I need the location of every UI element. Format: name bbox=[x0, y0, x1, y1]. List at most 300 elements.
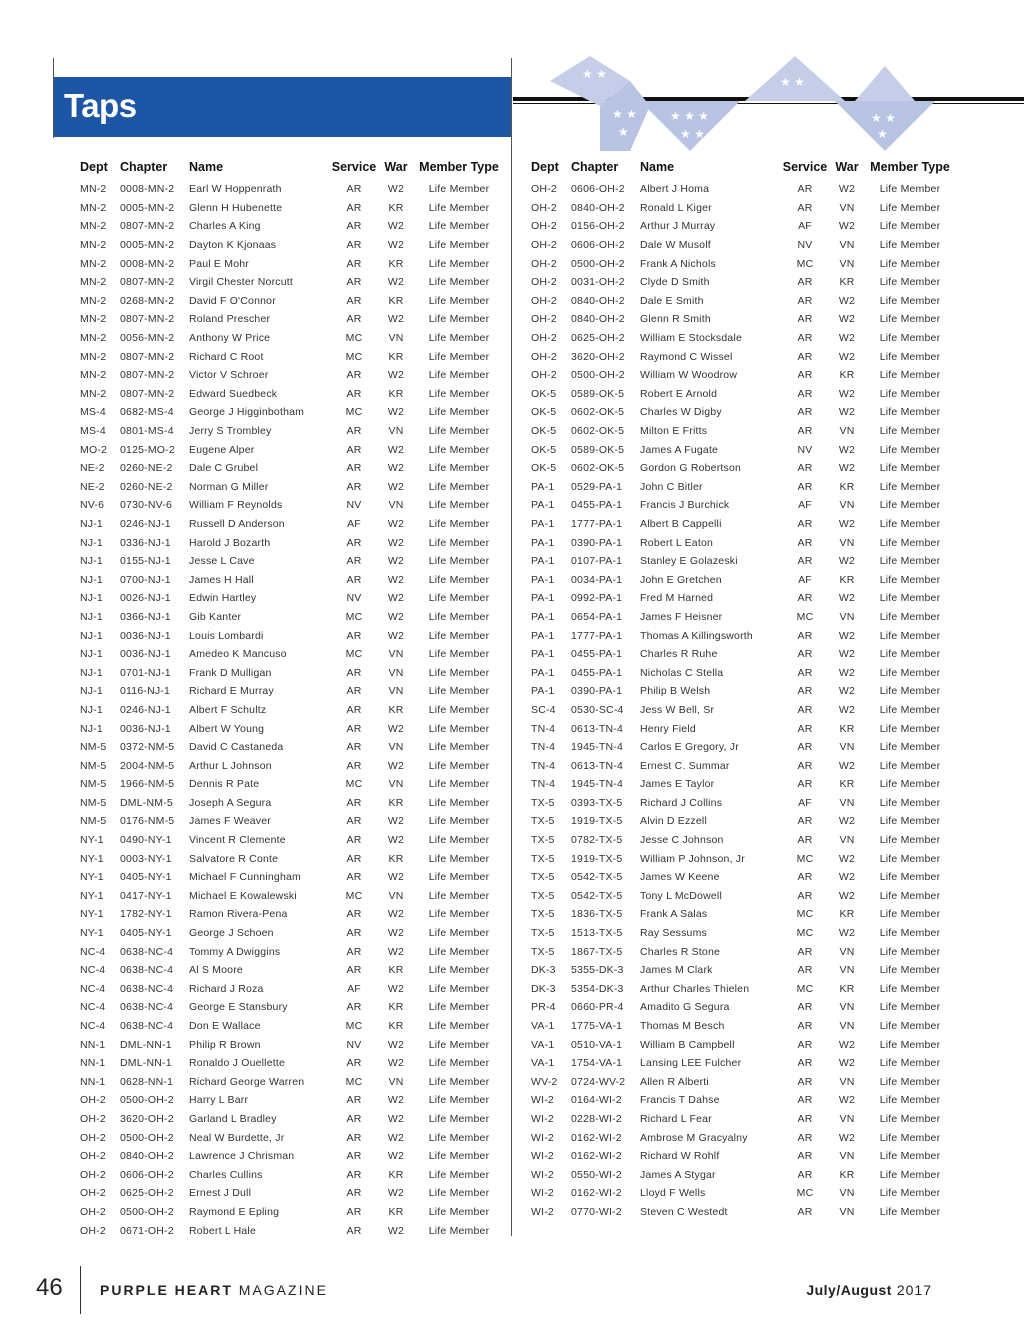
name-cell: James E Taylor bbox=[640, 778, 715, 791]
dept-cell: OH-2 bbox=[531, 183, 557, 196]
war-cell: VN bbox=[388, 648, 404, 661]
dept-cell: NM-5 bbox=[80, 759, 107, 772]
war-cell: W2 bbox=[838, 629, 856, 642]
dept-cell: OH-2 bbox=[531, 313, 557, 326]
chapter-cell: 0500-OH-2 bbox=[120, 1131, 174, 1144]
dept-cell: OH-2 bbox=[80, 1224, 106, 1237]
dept-cell: WI-2 bbox=[531, 1168, 554, 1181]
chapter-cell: 0730-NV-6 bbox=[120, 499, 172, 512]
war-cell: KR bbox=[839, 982, 855, 995]
table-row bbox=[531, 924, 956, 943]
member-type-cell: Life Member bbox=[428, 610, 490, 623]
name-cell: Ronaldo J Ouellette bbox=[189, 1057, 286, 1070]
chapter-cell: 0807-MN-2 bbox=[120, 387, 175, 400]
chapter-cell: 0008-MN-2 bbox=[120, 183, 175, 196]
table-row bbox=[80, 905, 505, 924]
name-cell: David C Castaneda bbox=[189, 741, 284, 754]
service-cell: MC bbox=[796, 982, 814, 995]
member-type-cell: Life Member bbox=[879, 499, 941, 512]
chapter-cell: 0807-MN-2 bbox=[120, 369, 175, 382]
table-row bbox=[80, 217, 505, 236]
war-cell: W2 bbox=[387, 239, 405, 252]
table-row bbox=[80, 329, 505, 348]
member-type-cell: Life Member bbox=[879, 685, 941, 698]
service-cell: AR bbox=[346, 722, 362, 735]
name-cell: William E Stocksdale bbox=[640, 332, 743, 345]
chapter-cell: 2004-NM-5 bbox=[120, 759, 175, 772]
war-cell: VN bbox=[839, 201, 855, 214]
member-type-cell: Life Member bbox=[428, 1187, 490, 1200]
service-cell: AR bbox=[797, 629, 813, 642]
service-cell: AR bbox=[346, 852, 362, 865]
service-cell: AF bbox=[347, 982, 361, 995]
war-cell: W2 bbox=[387, 517, 405, 530]
war-cell: W2 bbox=[387, 1094, 405, 1107]
name-cell: Richard E Murray bbox=[189, 685, 274, 698]
col-header-member-type: Member Type bbox=[419, 160, 499, 174]
war-cell: KR bbox=[839, 276, 855, 289]
dept-cell: OH-2 bbox=[531, 201, 557, 214]
member-type-cell: Life Member bbox=[428, 1001, 490, 1014]
name-cell: Salvatore R Conte bbox=[189, 852, 279, 865]
table-row bbox=[531, 478, 956, 497]
table-row bbox=[531, 682, 956, 701]
war-cell: VN bbox=[839, 425, 855, 438]
service-cell: AR bbox=[346, 1205, 362, 1218]
member-type-cell: Life Member bbox=[879, 852, 941, 865]
dept-cell: OH-2 bbox=[531, 294, 557, 307]
name-cell: George E Stansbury bbox=[189, 1001, 288, 1014]
member-type-cell: Life Member bbox=[879, 778, 941, 791]
chapter-cell: DML-NM-5 bbox=[120, 796, 173, 809]
name-cell: John E Gretchen bbox=[640, 573, 722, 586]
name-cell: Jesse C Johnson bbox=[640, 834, 724, 847]
member-type-cell: Life Member bbox=[428, 350, 490, 363]
chapter-cell: 0654-PA-1 bbox=[571, 610, 623, 623]
name-cell: James M Clark bbox=[640, 964, 713, 977]
service-cell: MC bbox=[345, 350, 363, 363]
chapter-cell: 0701-NJ-1 bbox=[120, 666, 171, 679]
name-cell: Carlos E Gregory, Jr bbox=[640, 741, 739, 754]
name-cell: Amedeo K Mancuso bbox=[189, 648, 287, 661]
name-cell: Philip B Welsh bbox=[640, 685, 711, 698]
table-row bbox=[80, 1221, 505, 1240]
table-row bbox=[531, 905, 956, 924]
dept-cell: NN-1 bbox=[80, 1057, 106, 1070]
member-type-cell: Life Member bbox=[879, 369, 941, 382]
name-cell: Ray Sessums bbox=[640, 927, 707, 940]
chapter-cell: 1867-TX-5 bbox=[571, 945, 623, 958]
name-cell: Dale E Smith bbox=[640, 294, 704, 307]
dept-cell: MN-2 bbox=[80, 276, 107, 289]
chapter-cell: 0840-OH-2 bbox=[120, 1150, 174, 1163]
table-row bbox=[80, 831, 505, 850]
service-cell: AR bbox=[797, 313, 813, 326]
service-cell: NV bbox=[797, 239, 813, 252]
dept-cell: OH-2 bbox=[80, 1187, 106, 1200]
service-cell: AR bbox=[797, 1020, 813, 1033]
table-row bbox=[80, 422, 505, 441]
table-row bbox=[80, 719, 505, 738]
member-type-cell: Life Member bbox=[879, 313, 941, 326]
table-row bbox=[80, 756, 505, 775]
service-cell: AR bbox=[346, 1168, 362, 1181]
member-type-cell: Life Member bbox=[879, 889, 941, 902]
table-row bbox=[531, 701, 956, 720]
dept-cell: VA-1 bbox=[531, 1038, 555, 1051]
chapter-cell: 1945-TN-4 bbox=[571, 741, 623, 754]
service-cell: AF bbox=[798, 573, 812, 586]
taps-table-right bbox=[531, 154, 956, 1221]
member-type-cell: Life Member bbox=[879, 592, 941, 605]
member-type-cell: Life Member bbox=[879, 1038, 941, 1051]
war-cell: W2 bbox=[387, 183, 405, 196]
member-type-cell: Life Member bbox=[428, 183, 490, 196]
war-cell: KR bbox=[388, 1020, 404, 1033]
war-cell: KR bbox=[388, 294, 404, 307]
chapter-cell: 0455-PA-1 bbox=[571, 648, 623, 661]
chapter-cell: 0026-NJ-1 bbox=[120, 592, 171, 605]
dept-cell: NM-5 bbox=[80, 741, 107, 754]
dept-cell: NY-1 bbox=[80, 927, 104, 940]
chapter-cell: 0005-MN-2 bbox=[120, 201, 175, 214]
member-type-cell: Life Member bbox=[879, 834, 941, 847]
member-type-cell: Life Member bbox=[428, 1150, 490, 1163]
war-cell: W2 bbox=[838, 1038, 856, 1051]
dept-cell: WI-2 bbox=[531, 1205, 554, 1218]
table-row bbox=[80, 738, 505, 757]
dept-cell: WI-2 bbox=[531, 1187, 554, 1200]
service-cell: AR bbox=[797, 1131, 813, 1144]
name-cell: Charles R Ruhe bbox=[640, 648, 718, 661]
chapter-cell: 0589-OK-5 bbox=[571, 443, 625, 456]
table-row bbox=[80, 1091, 505, 1110]
name-cell: Louis Lombardi bbox=[189, 629, 264, 642]
service-cell: AR bbox=[797, 685, 813, 698]
table-row bbox=[80, 478, 505, 497]
table-row bbox=[531, 533, 956, 552]
chapter-cell: 0589-OK-5 bbox=[571, 387, 625, 400]
table-row bbox=[531, 217, 956, 236]
table-row bbox=[531, 366, 956, 385]
service-cell: AR bbox=[797, 369, 813, 382]
name-cell: Amadito G Segura bbox=[640, 1001, 730, 1014]
name-cell: Edward Suedbeck bbox=[189, 387, 278, 400]
war-cell: W2 bbox=[387, 871, 405, 884]
dept-cell: NM-5 bbox=[80, 815, 107, 828]
member-type-cell: Life Member bbox=[879, 759, 941, 772]
dept-cell: PA-1 bbox=[531, 685, 555, 698]
member-type-cell: Life Member bbox=[879, 1020, 941, 1033]
dept-cell: OK-5 bbox=[531, 387, 557, 400]
name-cell: Milton E Fritts bbox=[640, 425, 708, 438]
chapter-cell: 0638-NC-4 bbox=[120, 945, 174, 958]
name-cell: Steven C Westedt bbox=[640, 1205, 728, 1218]
service-cell: AR bbox=[346, 387, 362, 400]
member-type-cell: Life Member bbox=[879, 1150, 941, 1163]
chapter-cell: 5354-DK-3 bbox=[571, 982, 624, 995]
service-cell: AR bbox=[797, 815, 813, 828]
chapter-cell: 0155-NJ-1 bbox=[120, 555, 171, 568]
dept-cell: NJ-1 bbox=[80, 517, 103, 530]
table-row bbox=[80, 403, 505, 422]
dept-cell: OH-2 bbox=[531, 369, 557, 382]
war-cell: W2 bbox=[838, 220, 856, 233]
chapter-cell: 0542-TX-5 bbox=[571, 871, 623, 884]
service-cell: AR bbox=[346, 759, 362, 772]
dept-cell: VA-1 bbox=[531, 1057, 555, 1070]
dept-cell: NV-6 bbox=[80, 499, 105, 512]
chapter-cell: 0455-PA-1 bbox=[571, 666, 623, 679]
table-row bbox=[80, 292, 505, 311]
member-type-cell: Life Member bbox=[428, 703, 490, 716]
issue-date-months: July/August bbox=[806, 1282, 892, 1298]
table-row bbox=[80, 589, 505, 608]
dept-cell: OH-2 bbox=[80, 1094, 106, 1107]
dept-cell: TX-5 bbox=[531, 908, 555, 921]
chapter-cell: 0268-MN-2 bbox=[120, 294, 175, 307]
chapter-cell: 0500-OH-2 bbox=[120, 1094, 174, 1107]
chapter-cell: 1777-PA-1 bbox=[571, 517, 623, 530]
service-cell: AR bbox=[797, 722, 813, 735]
member-type-cell: Life Member bbox=[428, 722, 490, 735]
page-number: 46 bbox=[36, 1274, 63, 1301]
war-cell: W2 bbox=[387, 908, 405, 921]
war-cell: W2 bbox=[387, 945, 405, 958]
member-type-cell: Life Member bbox=[879, 1057, 941, 1070]
chapter-cell: 0992-PA-1 bbox=[571, 592, 623, 605]
dept-cell: OH-2 bbox=[531, 332, 557, 345]
table-row bbox=[531, 589, 956, 608]
war-cell: KR bbox=[388, 350, 404, 363]
service-cell: AF bbox=[798, 220, 812, 233]
service-cell: AR bbox=[797, 1168, 813, 1181]
name-cell: Jesse L Cave bbox=[189, 555, 255, 568]
war-cell: KR bbox=[388, 1168, 404, 1181]
service-cell: AR bbox=[797, 1112, 813, 1125]
name-cell: Eugene Alper bbox=[189, 443, 255, 456]
chapter-cell: 5355-DK-3 bbox=[571, 964, 624, 977]
member-type-cell: Life Member bbox=[879, 796, 941, 809]
chapter-cell: 1945-TN-4 bbox=[571, 778, 623, 791]
service-cell: AR bbox=[797, 480, 813, 493]
magazine-name-rest: MAGAZINE bbox=[238, 1282, 328, 1298]
dept-cell: PA-1 bbox=[531, 592, 555, 605]
dept-cell: TX-5 bbox=[531, 852, 555, 865]
table-row bbox=[531, 199, 956, 218]
dept-cell: OK-5 bbox=[531, 425, 557, 438]
service-cell: AR bbox=[346, 239, 362, 252]
member-type-cell: Life Member bbox=[879, 1094, 941, 1107]
name-cell: John C Bitler bbox=[640, 480, 703, 493]
war-cell: W2 bbox=[387, 759, 405, 772]
chapter-cell: 1754-VA-1 bbox=[571, 1057, 623, 1070]
table-row bbox=[531, 552, 956, 571]
service-cell: AR bbox=[797, 555, 813, 568]
footer-divider bbox=[80, 1266, 81, 1314]
dept-cell: TN-4 bbox=[531, 741, 556, 754]
table-row bbox=[531, 756, 956, 775]
war-cell: W2 bbox=[838, 350, 856, 363]
chapter-cell: 0840-OH-2 bbox=[571, 294, 625, 307]
war-cell: VN bbox=[839, 239, 855, 252]
table-row bbox=[531, 254, 956, 273]
chapter-cell: 1513-TX-5 bbox=[571, 927, 623, 940]
dept-cell: OH-2 bbox=[80, 1131, 106, 1144]
chapter-cell: 0162-WI-2 bbox=[571, 1150, 622, 1163]
member-type-cell: Life Member bbox=[879, 871, 941, 884]
member-type-cell: Life Member bbox=[428, 1038, 490, 1051]
member-type-cell: Life Member bbox=[428, 908, 490, 921]
service-cell: AR bbox=[346, 276, 362, 289]
war-cell: VN bbox=[388, 666, 404, 679]
svg-text:★ ★: ★ ★ bbox=[871, 111, 896, 125]
table-row bbox=[531, 236, 956, 255]
dept-cell: OK-5 bbox=[531, 462, 557, 475]
name-cell: Lawrence J Chrisman bbox=[189, 1150, 295, 1163]
table-row bbox=[80, 1035, 505, 1054]
war-cell: W2 bbox=[387, 815, 405, 828]
table-row bbox=[80, 1073, 505, 1092]
chapter-cell: 0625-OH-2 bbox=[120, 1187, 174, 1200]
war-cell: VN bbox=[388, 425, 404, 438]
dept-cell: MS-4 bbox=[80, 406, 106, 419]
table-row bbox=[531, 570, 956, 589]
member-type-cell: Life Member bbox=[428, 945, 490, 958]
member-type-cell: Life Member bbox=[428, 294, 490, 307]
member-type-cell: Life Member bbox=[428, 666, 490, 679]
member-type-cell: Life Member bbox=[879, 722, 941, 735]
member-type-cell: Life Member bbox=[879, 1001, 941, 1014]
war-cell: VN bbox=[839, 1150, 855, 1163]
member-type-cell: Life Member bbox=[879, 536, 941, 549]
dept-cell: NJ-1 bbox=[80, 536, 103, 549]
chapter-cell: 0260-NE-2 bbox=[120, 480, 173, 493]
name-cell: Richard J Roza bbox=[189, 982, 264, 995]
dept-cell: MN-2 bbox=[80, 201, 107, 214]
member-type-cell: Life Member bbox=[428, 648, 490, 661]
name-cell: Arthur J Murray bbox=[640, 220, 716, 233]
name-cell: Glenn H Hubenette bbox=[189, 201, 283, 214]
name-cell: Clyde D Smith bbox=[640, 276, 710, 289]
member-type-cell: Life Member bbox=[879, 927, 941, 940]
service-cell: MC bbox=[796, 610, 814, 623]
member-type-cell: Life Member bbox=[879, 350, 941, 363]
service-cell: AR bbox=[346, 1150, 362, 1163]
war-cell: W2 bbox=[838, 815, 856, 828]
service-cell: AR bbox=[346, 201, 362, 214]
chapter-cell: 0638-NC-4 bbox=[120, 964, 174, 977]
table-row bbox=[531, 273, 956, 292]
dept-cell: NJ-1 bbox=[80, 610, 103, 623]
service-cell: AR bbox=[797, 666, 813, 679]
name-cell: Tommy A Dwiggins bbox=[189, 945, 281, 958]
service-cell: AR bbox=[346, 555, 362, 568]
chapter-cell: 0660-PR-4 bbox=[571, 1001, 624, 1014]
dept-cell: PA-1 bbox=[531, 499, 555, 512]
war-cell: W2 bbox=[387, 555, 405, 568]
service-cell: MC bbox=[796, 852, 814, 865]
war-cell: VN bbox=[839, 964, 855, 977]
name-cell: Charles R Stone bbox=[640, 945, 721, 958]
table-row bbox=[80, 496, 505, 515]
war-cell: W2 bbox=[387, 462, 405, 475]
chapter-cell: 0613-TN-4 bbox=[571, 759, 623, 772]
name-cell: Ramon Rivera-Pena bbox=[189, 908, 288, 921]
chapter-cell: 0036-NJ-1 bbox=[120, 629, 171, 642]
war-cell: KR bbox=[388, 1001, 404, 1014]
name-cell: Robert L Hale bbox=[189, 1224, 256, 1237]
name-cell: Dayton K Kjonaas bbox=[189, 239, 277, 252]
service-cell: AR bbox=[346, 815, 362, 828]
table-row bbox=[531, 1054, 956, 1073]
chapter-cell: 0542-TX-5 bbox=[571, 889, 623, 902]
war-cell: W2 bbox=[387, 406, 405, 419]
name-cell: Russell D Anderson bbox=[189, 517, 285, 530]
chapter-cell: 0417-NY-1 bbox=[120, 889, 172, 902]
name-cell: Gib Kanter bbox=[189, 610, 242, 623]
name-cell: Allen R Alberti bbox=[640, 1075, 709, 1088]
war-cell: VN bbox=[388, 741, 404, 754]
table-row bbox=[531, 794, 956, 813]
name-cell: George J Higginbotham bbox=[189, 406, 305, 419]
name-cell: James A Fugate bbox=[640, 443, 719, 456]
table-row bbox=[80, 626, 505, 645]
service-cell: AR bbox=[346, 1224, 362, 1237]
table-row bbox=[531, 1091, 956, 1110]
service-cell: NV bbox=[346, 499, 362, 512]
table-row bbox=[531, 1073, 956, 1092]
name-cell: Edwin Hartley bbox=[189, 592, 257, 605]
member-type-cell: Life Member bbox=[879, 573, 941, 586]
chapter-cell: 0606-OH-2 bbox=[571, 239, 625, 252]
name-cell: Albert J Homa bbox=[640, 183, 710, 196]
chapter-cell: 0606-OH-2 bbox=[120, 1168, 174, 1181]
war-cell: KR bbox=[839, 573, 855, 586]
col-header-dept: Dept bbox=[80, 160, 108, 174]
war-cell: W2 bbox=[838, 555, 856, 568]
table-row bbox=[80, 273, 505, 292]
dept-cell: PA-1 bbox=[531, 573, 555, 586]
dept-cell: PA-1 bbox=[531, 517, 555, 530]
service-cell: MC bbox=[345, 648, 363, 661]
service-cell: AR bbox=[346, 257, 362, 270]
name-cell: George J Schoen bbox=[189, 927, 274, 940]
dept-cell: WI-2 bbox=[531, 1094, 554, 1107]
service-cell: AR bbox=[346, 1057, 362, 1070]
table-row bbox=[80, 180, 505, 199]
chapter-cell: DML-NN-1 bbox=[120, 1038, 172, 1051]
member-type-cell: Life Member bbox=[879, 201, 941, 214]
dept-cell: OK-5 bbox=[531, 406, 557, 419]
war-cell: W2 bbox=[838, 443, 856, 456]
war-cell: VN bbox=[839, 257, 855, 270]
svg-text:★: ★ bbox=[877, 127, 888, 141]
service-cell: AR bbox=[797, 425, 813, 438]
war-cell: W2 bbox=[387, 369, 405, 382]
service-cell: AR bbox=[797, 1057, 813, 1070]
name-cell: Michael F Cunningham bbox=[189, 871, 301, 884]
chapter-cell: 1836-TX-5 bbox=[571, 908, 623, 921]
name-cell: Richard W Rohlf bbox=[640, 1150, 720, 1163]
member-type-cell: Life Member bbox=[879, 1205, 941, 1218]
name-cell: William P Johnson, Jr bbox=[640, 852, 745, 865]
dept-cell: NY-1 bbox=[80, 871, 104, 884]
war-cell: W2 bbox=[387, 480, 405, 493]
service-cell: AR bbox=[797, 834, 813, 847]
war-cell: KR bbox=[839, 480, 855, 493]
chapter-cell: 0036-NJ-1 bbox=[120, 722, 171, 735]
